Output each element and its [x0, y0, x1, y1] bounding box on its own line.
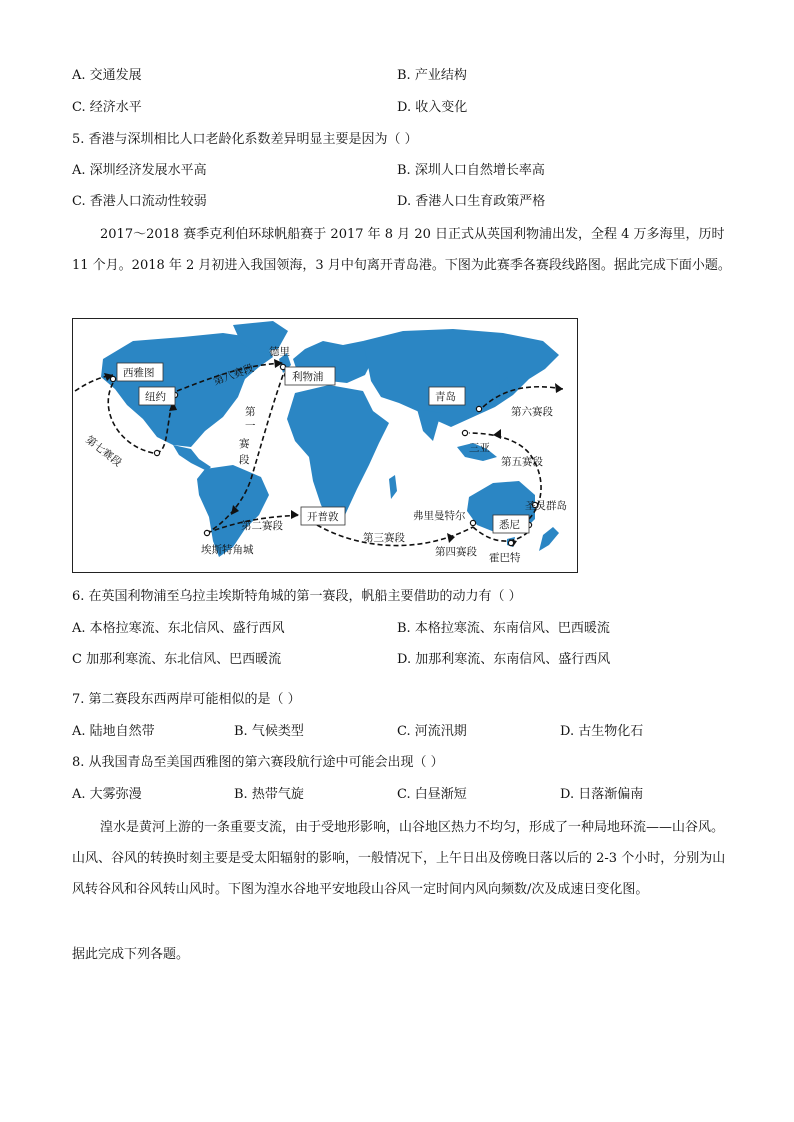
q7-option-c: C. 河流汛期 [397, 724, 467, 739]
q8-option-b: B. 热带气旋 [234, 787, 304, 802]
marker-panama [154, 450, 159, 455]
label-fremantle: 弗里曼特尔 [413, 510, 466, 522]
label-liverpool: 利物浦 [292, 371, 324, 383]
new-zealand [539, 527, 559, 551]
label-seattle: 西雅图 [123, 367, 155, 379]
label-leg5: 第五赛段 [501, 456, 543, 468]
q5-stem: 5. 香港与深圳相比人口老龄化系数差异明显主要是因为（ ） [72, 132, 418, 147]
q5-option-a: A. 深圳经济发展水平高 [72, 163, 207, 178]
q8-stem: 8. 从我国青岛至美国西雅图的第六赛段航行途中可能会出现（ ） [72, 755, 444, 770]
q4-option-d: D. 收入变化 [397, 100, 468, 115]
label-leg4: 第四赛段 [435, 546, 477, 558]
label-newyork: 纽约 [145, 391, 166, 403]
q8-option-a: A. 大雾弥漫 [72, 787, 142, 802]
q6-option-c: C 加那利寒流、东北信风、巴西暖流 [72, 652, 282, 667]
marker-fremantle [470, 520, 475, 525]
passage-closing: 据此完成下列各题。 [72, 947, 190, 962]
label-leg1-c: 赛 [239, 438, 250, 450]
route-map-svg [73, 319, 576, 571]
label-leg1-b: 一 [245, 420, 256, 432]
label-leg1-a: 第 [245, 406, 256, 418]
q8-option-c: C. 白昼渐短 [397, 787, 467, 802]
label-leg8: 第八赛段 [211, 362, 256, 388]
label-whitsunday: 圣灵群岛 [525, 500, 567, 512]
q4-option-c: C. 经济水平 [72, 100, 142, 115]
marker-qingdao [476, 406, 481, 411]
q4-option-b: B. 产业结构 [397, 68, 467, 83]
route-map [72, 318, 578, 573]
label-qingdao: 青岛 [435, 391, 456, 403]
marker-hobart [508, 540, 513, 545]
passage-valley-wind: 湟水是黄河上游的一条重要支流，由于受地形影响，山谷地区热力不均匀，形成了一种局地环流——山谷风。山风、谷风的转换时刻主要是受太阳辐射的影响，一般情况下，上午日出及傍晚日落以后的 2-3 个小时，分别为山风转谷风和谷风转山风时。下图为湟水谷地平安地段山谷风一定时间内风向频数/次及成速日变化图。 [72, 820, 726, 897]
label-sydney: 悉尼 [499, 519, 520, 531]
marker-punta [204, 530, 209, 535]
q6-stem: 6. 在英国利物浦至乌拉圭埃斯特角城的第一赛段，帆船主要借助的动力有（ ） [72, 589, 522, 604]
q4-option-a: A. 交通发展 [72, 68, 142, 83]
q5-option-c: C. 香港人口流动性较弱 [72, 194, 207, 209]
label-leg6: 第六赛段 [511, 406, 553, 418]
q7-option-a: A. 陆地自然带 [72, 724, 155, 739]
q5-option-d: D. 香港人口生育政策严格 [397, 194, 546, 209]
africa [287, 385, 389, 523]
q6-option-d: D. 加那利寒流、东南信风、盛行西风 [397, 652, 611, 667]
central-america [173, 445, 211, 471]
label-sanya: 三亚 [469, 442, 490, 454]
madagascar [389, 475, 397, 499]
marker-seattle [110, 376, 115, 381]
q7-stem: 7. 第二赛段东西两岸可能相似的是（ ） [72, 692, 301, 707]
arrow-leg2 [291, 510, 299, 519]
label-capetown: 开普敦 [307, 511, 339, 523]
q8-option-d: D. 日落渐偏南 [560, 787, 644, 802]
india [417, 409, 441, 441]
label-punta: 埃斯特角城 [201, 544, 254, 556]
q7-option-d: D. 古生物化石 [560, 724, 644, 739]
label-leg3: 第三赛段 [363, 532, 405, 544]
label-leg7: 第七赛段 [83, 433, 124, 470]
label-derry: 德里 [269, 346, 290, 358]
q6-option-a: A. 本格拉寒流、东北信风、盛行西风 [72, 621, 285, 636]
q6-option-b: B. 本格拉寒流、东南信风、巴西暖流 [397, 621, 610, 636]
q5-option-b: B. 深圳人口自然增长率高 [397, 163, 545, 178]
passage-sailing: 2017～2018 赛季克利伯环球帆船赛于 2017 年 8 月 20 日正式从英国利物浦出发，全程 4 万多海里，历时 11 个月。2018 年 2 月初进入我国领海，3 月中旬离开青岛港。下图为此赛季各赛段线路图。据此完成下面小题。 [72, 227, 731, 273]
arrow-leg3 [447, 533, 455, 543]
marker-sanya [462, 430, 467, 435]
label-leg1-d: 段 [239, 454, 250, 466]
arrow-leg5 [493, 429, 501, 439]
q7-option-b: B. 气候类型 [234, 724, 304, 739]
label-hobart: 霍巴特 [489, 552, 521, 564]
label-leg2: 第二赛段 [241, 520, 283, 532]
